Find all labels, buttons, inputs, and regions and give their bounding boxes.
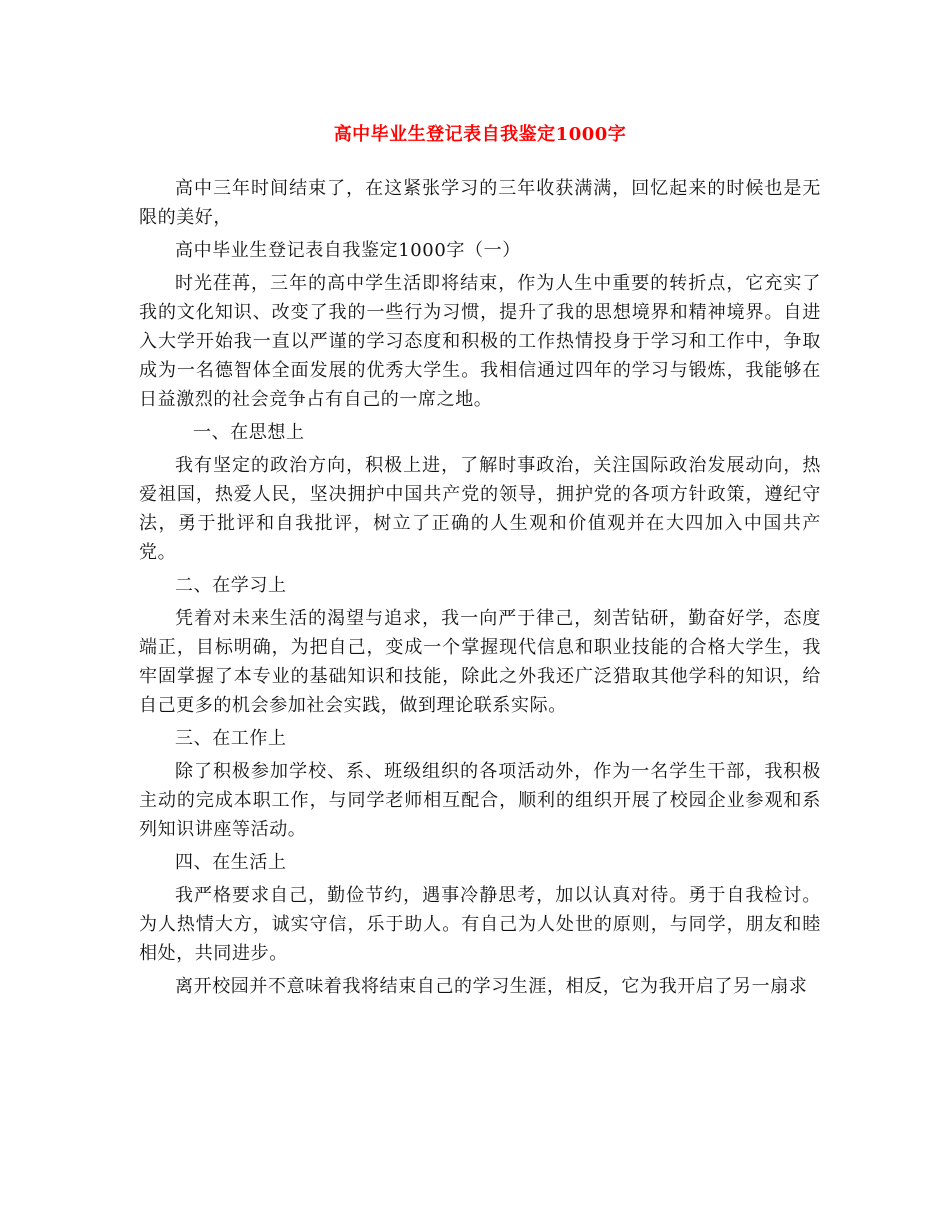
section-heading-life: 四、在生活上 <box>175 852 287 873</box>
document-title: 高中毕业生登记表自我鉴定1000字 <box>333 124 627 145</box>
body-paragraph-continued: 离开校园并不意味着我将结束自己的学习生涯，相反，它为我开启了另一扇求 <box>175 976 808 997</box>
section-heading-work: 三、在工作上 <box>175 728 287 749</box>
intro-paragraph: 高中三年时间结束了，在这紧张学习的三年收获满满，回忆起来的时候也是无限的美好， <box>139 178 821 228</box>
body-paragraph: 我有坚定的政治方向，积极上进，了解时事政治，关注国际政治发展动向，热爱祖国，热爱人民，坚决拥护中国共产党的领导，拥护党的各项方针政策，遵纪守法，勇于批评和自我批评，树立了正确的人生观和价值观并在大四加入中国共产党。 <box>139 455 821 563</box>
section-heading-ideology: 一、在思想上 <box>193 422 305 443</box>
section-heading-study: 二、在学习上 <box>175 575 287 596</box>
section-heading-part-one: 高中毕业生登记表自我鉴定1000字（一） <box>175 240 521 261</box>
body-paragraph: 时光荏苒，三年的高中学生活即将结束，作为人生中重要的转折点，它充实了我的文化知识、改变了我的一些行为习惯，提升了我的思想境界和精神境界。自进入大学开始我一直以严谨的学习态度和积极的工作热情投身于学习和工作中，争取成为一名德智体全面发展的优秀大学生。我相信通过四年的学习与锻炼，我能够在日益激烈的社会竞争占有自己的一席之地。 <box>139 273 821 410</box>
body-paragraph: 除了积极参加学校、系、班级组织的各项活动外，作为一名学生干部，我积极主动的完成本职工作，与同学老师相互配合，顺利的组织开展了校园企业参观和系列知识讲座等活动。 <box>139 761 821 840</box>
body-paragraph: 我严格要求自己，勤俭节约，遇事冷静思考，加以认真对待。勇于自我检讨。为人热情大方，诚实守信，乐于助人。有自己为人处世的原则，与同学，朋友和睦相处，共同进步。 <box>139 885 821 964</box>
body-paragraph: 凭着对未来生活的渴望与追求，我一向严于律己，刻苦钻研，勤奋好学，态度端正，目标明确，为把自己，变成一个掌握现代信息和职业技能的合格大学生，我牢固掌握了本专业的基础知识和技能，除此之外我还广泛猎取其他学科的知识，给自己更多的机会参加社会实践，做到理论联系实际。 <box>139 608 821 716</box>
document-content <box>139 120 821 1005</box>
